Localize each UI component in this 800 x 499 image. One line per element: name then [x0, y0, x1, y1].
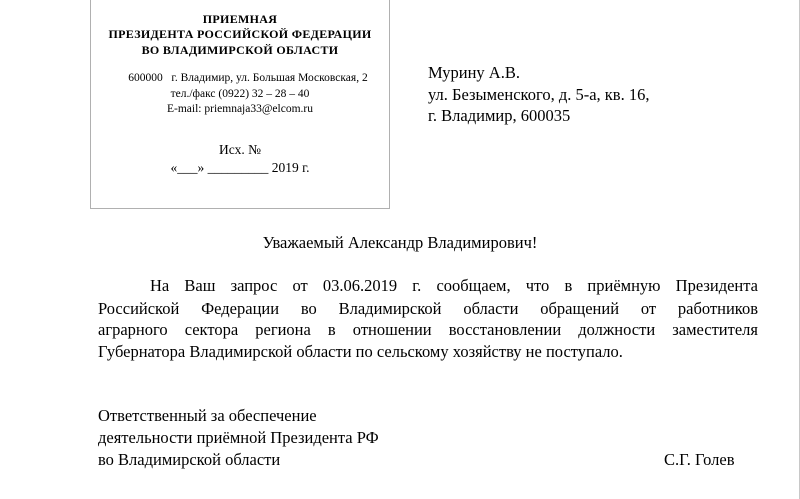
letterhead-stamp [90, 0, 390, 209]
body-line: На Ваш запрос от 03.06.2019 г. сообщаем, что в приёмную Президента [150, 276, 758, 295]
recipient-name: Мурину А.В. [428, 63, 520, 82]
outgoing-number: Исх. № [219, 142, 261, 157]
body-line: аграрного сектора региона в отношении восстановлении должности заместителя [98, 320, 758, 339]
signatory-name: С.Г. Голев [664, 450, 735, 469]
org-email: E-mail: priemnaja33@elcom.ru [167, 103, 313, 115]
signatory-title-line3: во Владимирской области [98, 450, 281, 469]
signatory-title-line1: Ответственный за обеспечение [98, 406, 317, 425]
recipient-street: ул. Безыменского, д. 5-а, кв. 16, [428, 85, 650, 104]
org-address: 600000 г. Владимир, ул. Большая Московская, 2 [128, 72, 368, 84]
body-line: Губернатора Владимирской области по сельскому хозяйству не поступало. [98, 342, 623, 361]
recipient-city: г. Владимир, 600035 [428, 106, 571, 125]
org-name-line2: ПРЕЗИДЕНТА РОССИЙСКОЙ ФЕДЕРАЦИИ [108, 27, 372, 41]
salutation: Уважаемый Александр Владимирович! [262, 233, 538, 252]
signatory-title-line2: деятельности приёмной Президента РФ [98, 428, 379, 447]
org-name-line3: ВО ВЛАДИМИРСКОЙ ОБЛАСТИ [141, 43, 339, 57]
org-name-line1: ПРИЕМНАЯ [202, 12, 278, 26]
body-line: Российской Федерации во Владимирской области обращений от работников [98, 299, 758, 318]
outgoing-date: «___» _________ 2019 г. [170, 160, 310, 175]
org-phone: тел./факс (0922) 32 – 28 – 40 [170, 88, 310, 100]
